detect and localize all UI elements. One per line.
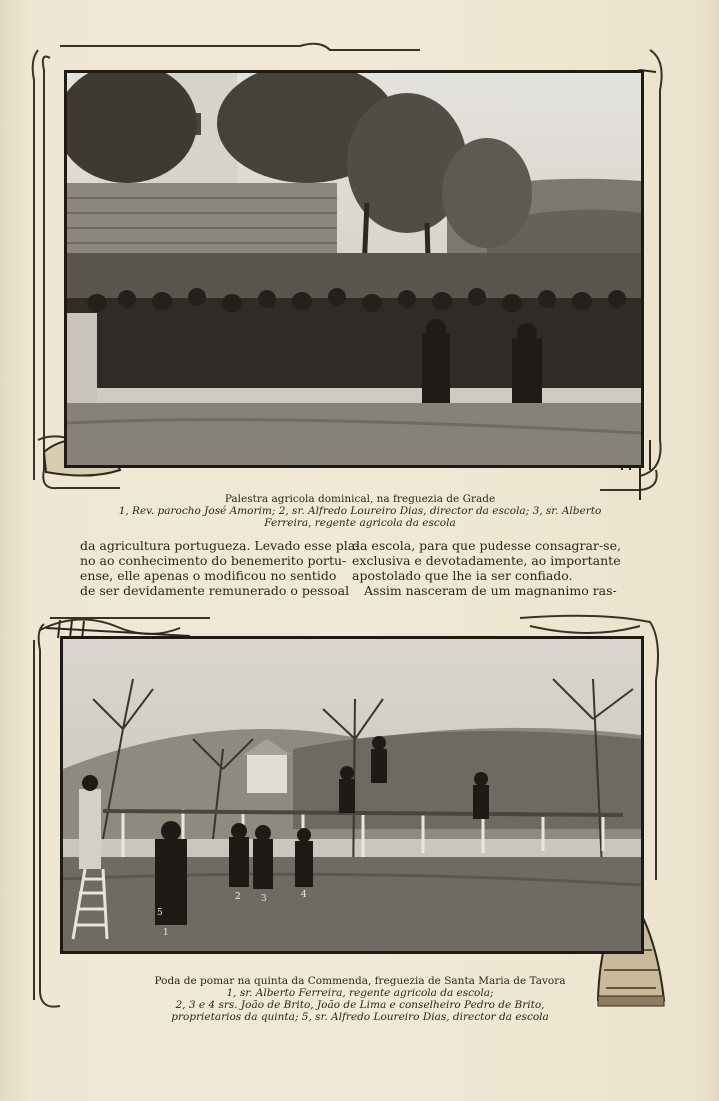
caption-bottom-title: Poda de pomar na quinta da Commenda, freguezia de Santa Maria de Tavora [154, 975, 566, 987]
text-line: ense, elle apenas o modificou no sentido [80, 568, 337, 583]
caption-top-line-2: Ferreira, regente agricola da escola [264, 517, 456, 529]
caption-bottom-line-1: 1, sr. Alberto Ferreira, regente agricola da escola; [226, 987, 494, 999]
caption-top-title: Palestra agricola dominical, na freguezia de Grade [224, 493, 496, 505]
text-line: da escola, para que pudesse consagrar-se, [352, 538, 621, 553]
text-line: da agricultura portugueza. Levado esse pla- [80, 538, 360, 553]
caption-bottom-line-2: 2, 3 e 4 srs. João de Brito, João de Lima e conselheiro Pedro de Brito, [175, 999, 545, 1011]
text-line: de ser devidamente remunerado o pessoal [80, 583, 350, 598]
caption-top-line-1: 1, Rev. parocho José Amorim; 2, sr. Alfredo Loureiro Dias, director da escola; 3, sr. Alberto [118, 505, 602, 517]
text-column-left [80, 538, 360, 598]
figure-label-2: 2 [235, 892, 241, 902]
text-line: apostolado que lhe ia ser confiado. [352, 568, 573, 583]
figure-label-4: 4 [301, 890, 307, 900]
photo-orchard-pruning [60, 636, 644, 954]
text-line: exclusiva e devotadamente, ao importante [352, 553, 621, 568]
figure-label-3: 3 [261, 894, 267, 904]
figure-label-1: 1 [163, 928, 169, 938]
text-line: Assim nasceram de um magnanimo ras- [364, 583, 617, 598]
photo-sunday-lecture [64, 70, 644, 468]
caption-bottom-line-3: proprietarios da quinta; 5, sr. Alfredo Loureiro Dias, director da escola [171, 1011, 549, 1023]
text-line: no ao conhecimento do benemerito portu- [80, 553, 347, 568]
caption-bottom-photo [80, 975, 640, 1023]
text-column-right [352, 538, 621, 598]
figure-label-5: 5 [157, 908, 163, 918]
caption-top-photo [80, 493, 640, 529]
